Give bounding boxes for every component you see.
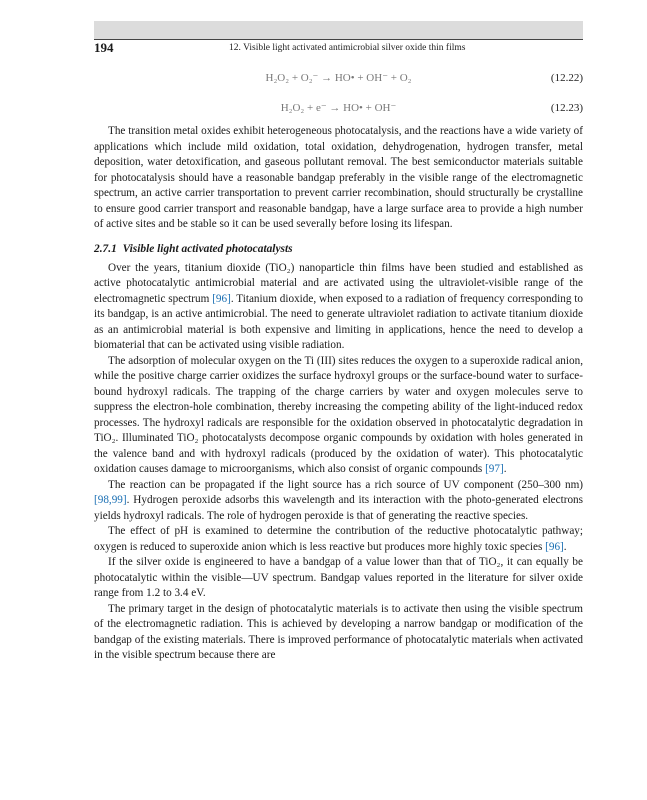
paragraph-text: The reaction can be propagated if the light source has a rich source of UV component (250–300 nm) — [108, 478, 583, 491]
section-heading — [94, 241, 583, 257]
paragraph-text: The adsorption of molecular oxygen on the Ti (III) sites reduces the oxygen to a superoxide radical anion, while the positive charge carrier oxidizes the surface hydroxyl groups or the surface-bound water to surface-bound hydroxyl radicals. The trapping of the charge carriers by water and oxygen molecules serve to suppress the electron-hole combination, thereby increasing the competing ability of the light-induced redox processes. The hydroxyl radicals are responsible for the oxidation observed in photocatalytic degradation in TiO₂. Illuminated TiO₂ photocatalysts decompose organic compounds by oxidation with holes generated in the valence band and with hydroxyl radicals (produced by the oxidation of water). This photocatalytic oxidation causes damage to microorganisms, which also consist of organic compounds — [94, 354, 583, 475]
citation-link[interactable]: [96] — [212, 292, 231, 305]
paragraph-text: . Hydrogen peroxide adsorbs this wavelength and its interaction with the photo-generated electrons yields hydroxyl radicals. The role of hydrogen peroxide is that of generating the reactive species. — [94, 494, 583, 522]
paragraph-text: . — [563, 540, 567, 553]
equation-number: (12.22) — [550, 72, 583, 84]
section-number: 2.7.1 — [94, 242, 117, 255]
paragraph-text: . — [503, 463, 507, 475]
paragraph-oxygen-adsorption — [94, 354, 583, 478]
paragraph-uv-reaction — [94, 478, 583, 525]
section-title: Visible light activated photocatalysts — [122, 242, 293, 255]
equation-formula: H₂O₂ + e⁻ → HO• + OH⁻ — [280, 102, 397, 114]
header-rule — [94, 39, 583, 40]
paragraph-text: . Titanium dioxide, when exposed to a radiation of frequency corresponding to its bandgap, is an active antimicrobial. The need to generate ultraviolet radiation to activate titanium dioxide as an antimicrobial material is both expensive and limiting in applications, hence the need to develop a biomaterial that can be activated using visible radiation. — [94, 292, 583, 351]
citation-link[interactable]: [98,99] — [94, 494, 127, 506]
running-head: 12. Visible light activated antimicrobial silver oxide thin films — [229, 43, 466, 53]
paragraph-titanium-dioxide — [94, 261, 583, 354]
equation-formula: H₂O₂ + O₂⁻ → HO• + OH⁻ + O₂ — [265, 72, 412, 84]
equation-number: (12.23) — [550, 102, 583, 114]
body-text — [94, 124, 583, 664]
citation-link[interactable]: [96] — [545, 540, 564, 553]
paragraph-text: The effect of pH is examined to determine the contribution of the reductive photocatalytic pathway; oxygen is reduced to superoxide anion which is less reactive but produces more highly toxic species — [94, 525, 583, 553]
page-number: 194 — [94, 40, 114, 55]
paragraph-ph-effect — [94, 524, 583, 555]
paragraph-silver-oxide-bandgap: If the silver oxide is engineered to have a bandgap of a value lower than that of TiO₂, it can equally be photocatalytic within the visible—UV spectrum. Bandgap values reported in the literature for silver oxide range from 1.2 to 3.4 eV. — [94, 556, 583, 599]
citation-link[interactable]: [97] — [485, 463, 504, 475]
paragraph-design-target: The primary target in the design of photocatalytic materials is to activate then using the visible spectrum of the electromagnetic radiation. This is achieved by developing a narrow bandgap or modification of the bandgap of the existing materials. There is improved performance of photocatalytic materials when activated in the visible spectrum because there are — [94, 602, 583, 661]
header-bar — [94, 21, 583, 39]
equation-12-22 — [94, 70, 583, 86]
paragraph-text: Over the years, titanium dioxide (TiO₂) nanoparticle thin films have been studied and established as active photocatalytic antimicrobial material and are activated using the ultraviolet-visible range of the electromagnetic spectrum — [94, 261, 583, 305]
equation-12-23 — [94, 100, 583, 116]
intro-paragraph: The transition metal oxides exhibit heterogeneous photocatalysis, and the reactions have a wide variety of applications which include mild oxidation, total oxidation, dehydrogenation, hydrogen transfer, metal deposition, water detoxification, and gaseous pollutant removal. The best semiconductor materials suitable for photocatalysis should have a reasonable bandgap preferably in the visible range of the electromagnetic spectrum, an active carrier transportation to prevent carrier recombination, should structurally be crystalline to ensure good carrier transport and reasonable bandgap, have a large surface area to provide a high number of active sites and be stable so it can be used severally before losing its lifespan. — [94, 125, 583, 230]
